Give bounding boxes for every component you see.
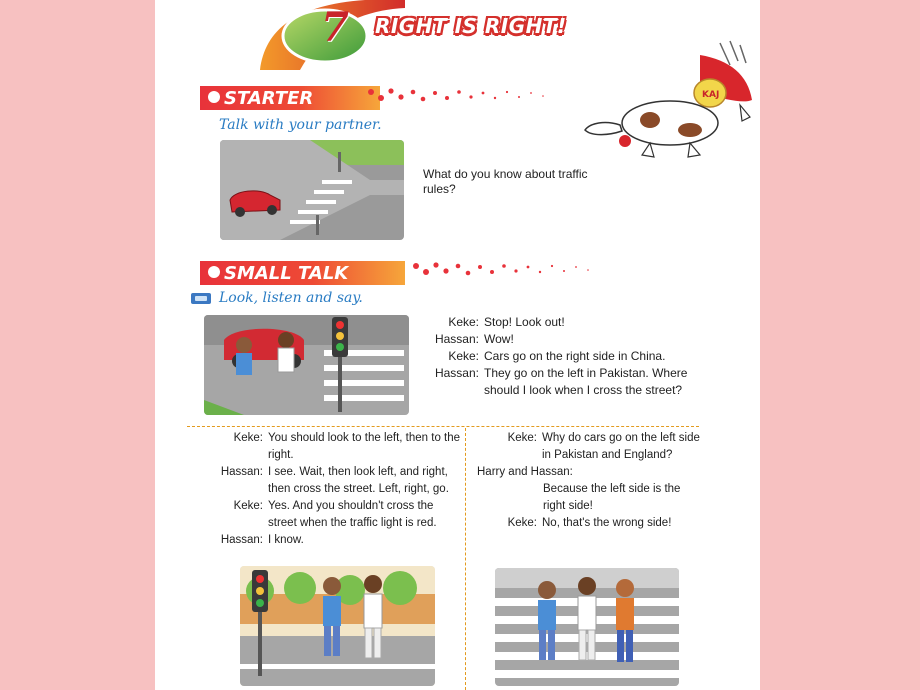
small-talk-instruction: Look, listen and say. [219, 290, 363, 306]
decorative-dots [365, 84, 555, 108]
textbook-page [155, 0, 760, 690]
dialogue-line: Hassan: Wow! [434, 332, 514, 346]
dialogue-line: Harry and Hassan: Because the left side is the right side! [477, 466, 681, 512]
starter-heading: STARTER [224, 88, 314, 109]
dialogue-right [477, 430, 747, 532]
small-talk-heading-bar [200, 261, 405, 285]
dialogue-line: Keke: Why do cars go on the left side in Pakistan and England? [507, 432, 700, 461]
dialogue-line: Keke: Yes. And you shouldn't cross the street when the traffic light is red. [233, 500, 437, 529]
dialogue-line: Keke: No, that's the wrong side! [507, 517, 672, 529]
svg-text:KAJ: KAJ [702, 90, 720, 100]
dialogue-line: Keke: Stop! Look out! [448, 315, 565, 329]
small-talk-heading: SMALL TALK [224, 263, 349, 284]
starter-heading-bar [200, 86, 380, 110]
unit-title: RIGHT IS RIGHT! [375, 14, 567, 38]
horizontal-divider [187, 426, 699, 427]
unit-number: 7 [321, 4, 349, 51]
dialogue-line: Hassan: They go on the left in Pakistan. Where should I look when I cross the street? [434, 366, 688, 397]
starter-question: What do you know about traffic rules? [423, 167, 588, 196]
dialogue-line: Keke: You should look to the left, then to the right. [233, 432, 461, 461]
vertical-divider [465, 428, 466, 690]
decorative-dots-2 [410, 258, 600, 282]
boys-at-traffic-light-illustration [240, 566, 435, 686]
dialogue-line: Hassan: I see. Wait, then look left, and right, then cross the street. Left, right, go. [220, 466, 449, 495]
starter-street-illustration [220, 140, 404, 240]
dog-cape-mascot-icon [580, 35, 760, 165]
dialogue-top [415, 314, 715, 399]
starter-instruction: Talk with your partner. [219, 117, 382, 133]
boys-crossing-street-illustration [495, 568, 679, 686]
dialogue-line: Keke: Cars go on the right side in China. [448, 349, 666, 363]
dialogue-left [195, 430, 463, 549]
cassette-tape-icon [191, 293, 211, 304]
small-talk-crossing-illustration [204, 315, 409, 415]
dialogue-line: Hassan: I know. [220, 534, 304, 546]
